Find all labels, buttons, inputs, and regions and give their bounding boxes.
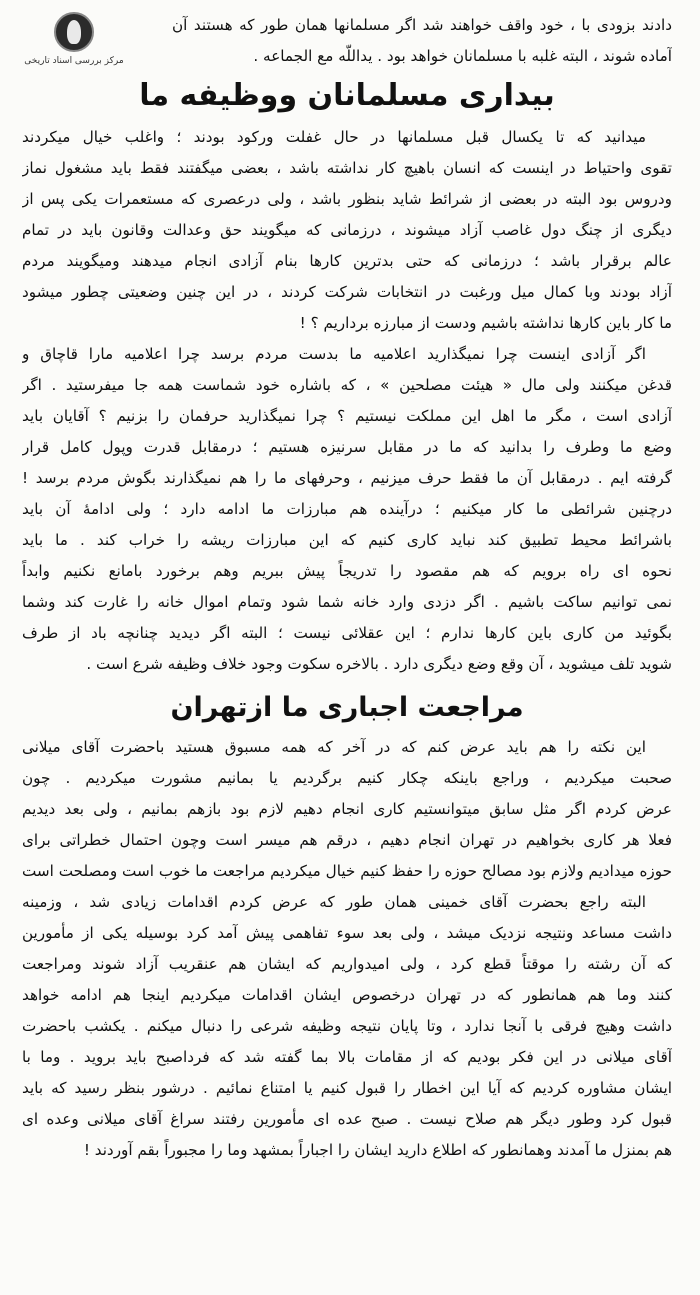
text-line: هم بمنزل ما آمدند وهمانطور که اطلاع دارید ایشان را اجباراً بمشهد وما را مجبوراً بقم آوردند ! bbox=[83, 1141, 672, 1159]
text-line: که آن رشته را موقتاً قطع کرد ، ولی امیدواریم که ایشان هم عنقریب آزاد شوند ومراجعت bbox=[22, 955, 672, 973]
text-line: درچنین شرائطی ما کار میکنیم ؛ درآینده هم مبارزات ما ادامه دارد ؛ ولی ادامهٔ آن باید bbox=[22, 500, 672, 518]
text-line: عالم برقرار باشد ؛ درزمانی که حتی بدترین کارها بنام آزادی انجام میدهند ومیگویند مردم bbox=[22, 252, 672, 270]
text-line: آقای میلانی در این فکر بودیم که از مقامات بالا بما گفته شد که فرداصبح باید بروید . وما با bbox=[22, 1048, 672, 1066]
text-line: آماده شوند ، البته غلبه با مسلمانان خواهد بود . یداللّه مع الجماعه . bbox=[253, 47, 672, 65]
text-line: دادند بزودی با ، خود واقف خواهند شد اگر مسلمانها همان طور که هستند آن bbox=[172, 16, 672, 34]
text-line: عرض کردم اگر مثل سابق میتوانستیم کاری انجام دهیم لازم بود بازهم بمانیم ، ولی بعد دیدیم bbox=[22, 800, 672, 818]
text-line: ایشان مشاوره کردیم که آیا این اخطار را قبول کنیم یا امتناع نمائیم . درشور بنظر رسید که باید bbox=[22, 1079, 672, 1097]
text-line: دیگری از چنگ دول غاصب آزاد میشوند ، درزمانی که میگویند حق وعدالت وقانون باید در تمام bbox=[22, 221, 672, 239]
text-line: تقوی واحتیاط در اینست که انسان باهیچ کار نداشته باشد ، بعضی میگفتند فقط باید مشغول نماز bbox=[22, 159, 672, 177]
text-line: بگوئید من کاری باین کارها ندارم ؛ این عقلائی نیست ؛ البته اگر دیدید چنانچه باد از طرف bbox=[22, 624, 672, 642]
text-line: نحوه ای راه برویم که هم مقصود را تدریجاً پیش ببریم وهم برخورد بامانع نکنیم وابداً bbox=[22, 562, 672, 580]
text-line: نمی توانیم ساکت باشیم . اگر دزدی وارد خانه شما شود وتمام اموال خانه را غارت کند وشما bbox=[22, 593, 672, 611]
text-line: صحبت میکردیم ، وراجع باینکه چکار کنیم برگردیم یا بمانیم مشورت میکردیم . چون bbox=[22, 769, 672, 787]
text-line: شوید تلف میشوید ، آن وقع وضع دیگری دارد . بالاخره سکوت وجود خلاف وظیفه شرع است . bbox=[86, 655, 672, 673]
text-line: قبول کرد وطور دیگر هم صلاح نیست . صبح عده ای مأمورین رفتند سراغ آقای میلانی وعده ای bbox=[22, 1110, 672, 1128]
text-line: داشت مساعد ونتیجه نزدیک میشد ، ولی بعد سوء تفاهمی پیش آمد کرد بوسیله یکی از مأمورین bbox=[22, 924, 672, 942]
text-line: باشرائط محیط تطبیق کند نباید کاری کنیم که این مبارزات ریشه را خراب کند . ما باید bbox=[22, 531, 672, 549]
text-line: حوزه میدادیم ولازم بود مصالح حوزه را حفظ کنیم خیال میکردیم مراجعت ما خوب است ومصلحت است bbox=[22, 862, 672, 880]
document-body bbox=[22, 10, 672, 1166]
text-line: این نکته را هم باید عرض کنم که در آخر که همه مسبوق هستید باحضرت آقای میلانی bbox=[22, 738, 646, 756]
section-2-body bbox=[22, 732, 672, 1166]
section-heading: مراجعت اجباری ما ازتهران bbox=[170, 692, 524, 723]
text-line: داشت وهیچ فرقی با آنجا ندارد ، وتا پایان نتیجه وظیفه شرعی را دنبال میکنم . یکشب باحضرت bbox=[22, 1017, 672, 1035]
watermark-text: مرکز بررسی اسناد تاریخی bbox=[24, 56, 124, 66]
text-line: گرفته ایم . درمقابل آن ما فقط حرف میزنیم ، وحرفهای ما را هم نمیگذارند بگوش مردم برسد ! bbox=[22, 469, 672, 487]
section-heading: بیداری مسلمانان ووظیفه ما bbox=[139, 78, 555, 113]
text-line: قدغن میکنند ولی مال « هیئت مصلحین » ، که باشاره خود شماست همه جا میفرستید . اگر bbox=[22, 376, 672, 394]
text-line: میدانید که تا یکسال قبل مسلمانها در حال غفلت ورکود بودند ؛ واغلب خیال میکردند bbox=[22, 128, 646, 146]
text-line: کنند وما هم همانطور که در تهران درخصوص ایشان اقدامات میکردیم اینجا هم ادامه خواهد bbox=[22, 986, 672, 1004]
text-line: آزاد بودند وبا کمال میل ورغبت در انتخابات شرکت کردند ، در این چنین وضعیتی چطور میشود bbox=[22, 283, 672, 301]
section-1-body bbox=[22, 122, 672, 680]
text-line: اگر آزادی اینست چرا نمیگذارید اعلامیه ما بدست مردم برسد چرا اعلامیه مارا قاچاق و bbox=[22, 345, 646, 363]
text-line: فعلا هر کاری بخواهیم در تهران انجام دهیم ، درقم هم میسر است وچون احتمال خطراتی برای bbox=[22, 831, 672, 849]
text-line: البته راجع بحضرت آقای خمینی همان طور که عرض کردم اقدامات زیادی شد ، وزمینه bbox=[22, 893, 646, 911]
intro-block bbox=[22, 10, 672, 72]
text-line: وضع ما وطرف را بدانید که ما در مقابل سرنیزه هستیم ؛ درمقابل قدرت وپول کامل قرار bbox=[22, 438, 672, 456]
text-line: ودروس بود البته در بعضی از شرائط شاید بنظور باشد ، ولی درعصری که مستعمرات یکی پس از bbox=[22, 190, 672, 208]
text-line: آزادی است ، مگر ما اهل این مملکت نیستیم ؟ چرا نمیگذارید حرفمان را بزنیم ؟ آقایان باید bbox=[22, 407, 672, 425]
text-line: ما کار باین کارها نداشته باشیم ودست از مبارزه برداریم ؟ ! bbox=[299, 314, 672, 332]
